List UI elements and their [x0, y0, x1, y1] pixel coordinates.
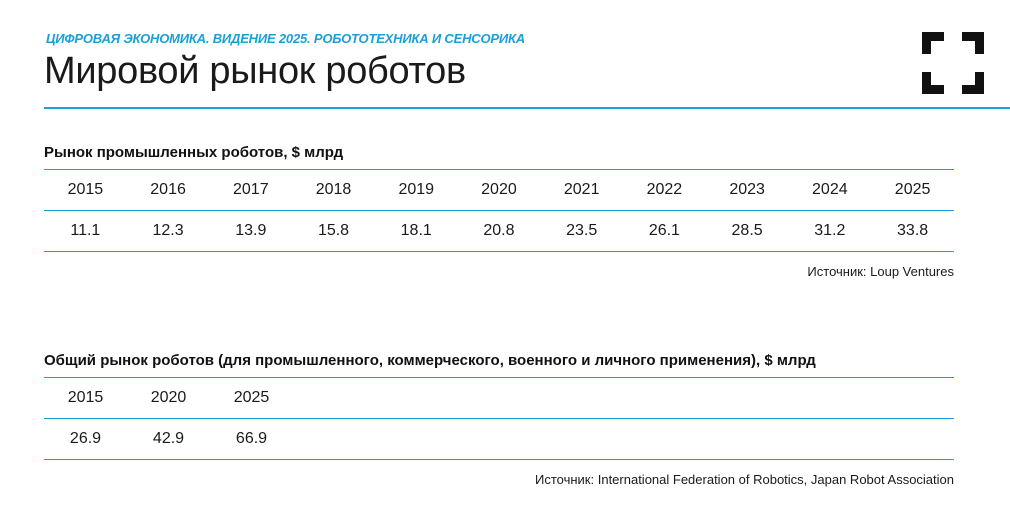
value-cell: 23.5: [540, 211, 623, 252]
empty-cell: [293, 378, 954, 419]
year-cell: 2025: [210, 378, 293, 419]
page-title: Мировой рынок роботов: [44, 50, 466, 92]
year-cell: 2016: [127, 170, 210, 211]
year-cell: 2025: [871, 170, 954, 211]
industrial-robots-section: [44, 141, 954, 279]
page-header: [44, 0, 1010, 108]
value-cell: 13.9: [209, 211, 292, 252]
total-robots-source: Источник: International Federation of Robotics, Japan Robot Association: [535, 472, 954, 487]
total-robots-table-title: Общий рынок роботов (для промышленного, коммерческого, военного и личного применения), $ млрд: [44, 352, 816, 369]
table-row: [44, 211, 954, 252]
year-cell: 2024: [788, 170, 871, 211]
year-cell: 2019: [375, 170, 458, 211]
bracket-frame-logo-icon: [922, 32, 984, 94]
year-cell: 2020: [458, 170, 541, 211]
value-cell: 20.8: [458, 211, 541, 252]
year-cell: 2015: [44, 170, 127, 211]
year-cell: 2020: [127, 378, 210, 419]
header-divider: [44, 107, 1010, 109]
value-cell: 66.9: [210, 419, 293, 460]
report-supertitle: ЦИФРОВАЯ ЭКОНОМИКА. ВИДЕНИЕ 2025. РОБОТОТЕХНИКА И СЕНСОРИКА: [46, 31, 525, 46]
value-cell: 26.9: [44, 419, 127, 460]
industrial-robots-table-title: Рынок промышленных роботов, $ млрд: [44, 144, 344, 161]
value-cell: 12.3: [127, 211, 210, 252]
value-cell: 28.5: [706, 211, 789, 252]
value-cell: 15.8: [292, 211, 375, 252]
table-header-row: [44, 378, 954, 419]
industrial-robots-source: Источник: Loup Ventures: [807, 264, 954, 279]
year-cell: 2015: [44, 378, 127, 419]
year-cell: 2023: [706, 170, 789, 211]
year-cell: 2017: [209, 170, 292, 211]
value-cell: 42.9: [127, 419, 210, 460]
table-header-row: [44, 170, 954, 211]
value-cell: 11.1: [44, 211, 127, 252]
year-cell: 2021: [540, 170, 623, 211]
year-cell: 2022: [623, 170, 706, 211]
value-cell: 33.8: [871, 211, 954, 252]
empty-cell: [293, 419, 954, 460]
value-cell: 31.2: [788, 211, 871, 252]
year-cell: 2018: [292, 170, 375, 211]
total-robots-table: [44, 377, 954, 460]
value-cell: 18.1: [375, 211, 458, 252]
industrial-robots-table: [44, 169, 954, 252]
table-row: [44, 419, 954, 460]
value-cell: 26.1: [623, 211, 706, 252]
total-robots-section: [44, 349, 954, 487]
